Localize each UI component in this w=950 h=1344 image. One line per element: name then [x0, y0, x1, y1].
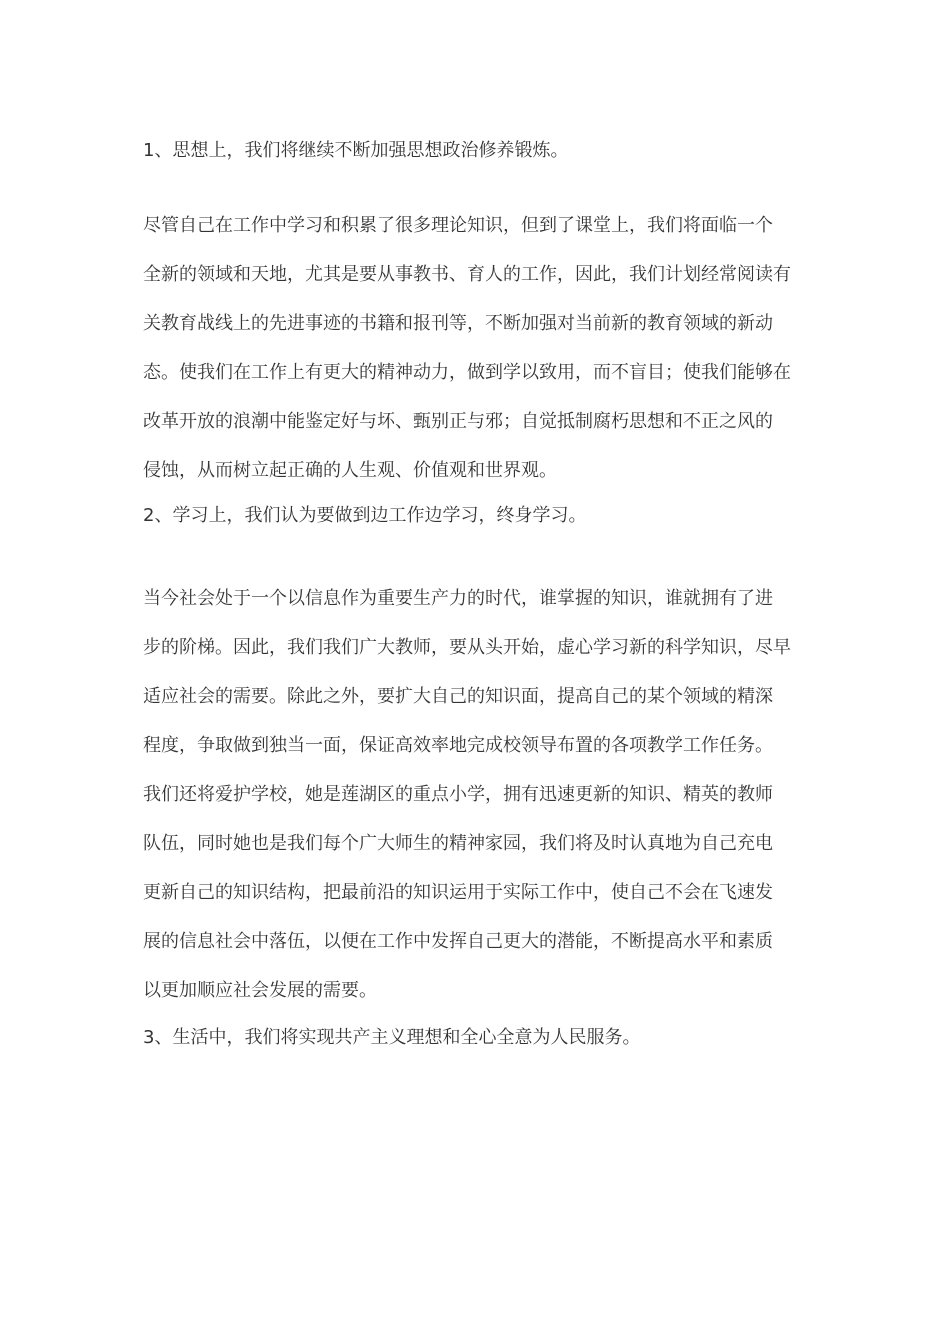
paragraph-line: 改革开放的浪潮中能鉴定好与坏、甄别正与邪；自觉抵制腐朽思想和不正之风的	[143, 411, 773, 432]
paragraph-line: 侵蚀，从而树立起正确的人生观、价值观和世界观。	[143, 460, 557, 481]
paragraph-line: 全新的领域和天地，尤其是要从事教书、育人的工作，因此，我们计划经常阅读有	[143, 264, 791, 285]
section-heading-2: 2、学习上，我们认为要做到边工作边学习，终身学习。	[143, 505, 587, 526]
paragraph-line: 我们还将爱护学校，她是莲湖区的重点小学，拥有迅速更新的知识、精英的教师	[143, 784, 773, 805]
paragraph-line: 当今社会处于一个以信息作为重要生产力的时代，谁掌握的知识，谁就拥有了进	[143, 588, 773, 609]
section-heading-1: 1、思想上，我们将继续不断加强思想政治修养锻炼。	[143, 140, 569, 161]
paragraph-line: 队伍，同时她也是我们每个广大师生的精神家园，我们将及时认真地为自己充电	[143, 833, 773, 854]
paragraph-line: 尽管自己在工作中学习和积累了很多理论知识，但到了课堂上，我们将面临一个	[143, 215, 773, 236]
paragraph-line: 程度，争取做到独当一面，保证高效率地完成校领导布置的各项教学工作任务。	[143, 735, 773, 756]
paragraph-line: 展的信息社会中落伍，以便在工作中发挥自己更大的潜能，不断提高水平和素质	[143, 931, 773, 952]
section-paragraph-2	[143, 574, 807, 1015]
paragraph-line: 关教育战线上的先进事迹的书籍和报刊等，不断加强对当前新的教育领域的新动	[143, 313, 773, 334]
paragraph-line: 步的阶梯。因此，我们我们广大教师，要从头开始，虚心学习新的科学知识，尽早	[143, 637, 791, 658]
paragraph-line: 更新自己的知识结构，把最前沿的知识运用于实际工作中，使自己不会在飞速发	[143, 882, 773, 903]
paragraph-line: 适应社会的需要。除此之外，要扩大自己的知识面，提高自己的某个领域的精深	[143, 686, 773, 707]
paragraph-line: 态。使我们在工作上有更大的精神动力，做到学以致用，而不盲目；使我们能够在	[143, 362, 791, 383]
section-paragraph-1	[143, 201, 807, 495]
section-heading-3: 3、生活中，我们将实现共产主义理想和全心全意为人民服务。	[143, 1027, 641, 1048]
document-body	[143, 130, 807, 1058]
paragraph-line: 以更加顺应社会发展的需要。	[143, 980, 377, 1001]
